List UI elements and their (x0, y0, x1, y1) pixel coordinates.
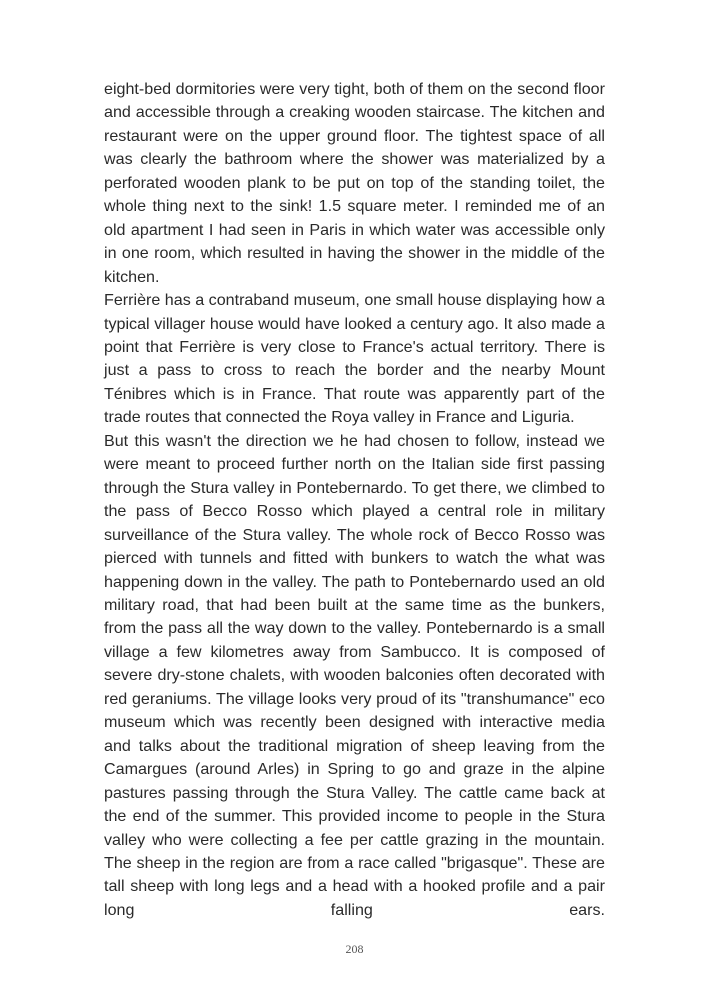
body-text (104, 78, 605, 922)
paragraph-contraband-museum: Ferrière has a contraband museum, one small house displaying how a typical villager house would have looked a century ago. It also made a point that Ferrière is very close to France's actual territory. There is just a pass to cross to reach the border and the nearby Mount Ténibres which is in France. That route was apparently part of the trade routes that connected the Roya valley in France and Liguria. (104, 291, 605, 427)
paragraph-dormitories: eight-bed dormitories were very tight, both of them on the second floor and accessible through a creaking wooden staircase. The kitchen and restaurant were on the upper ground floor. The tightest space of all was clearly the bathroom where the shower was materialized by a perforated wooden plank to be put on top of the standing toilet, the whole thing next to the sink! 1.5 square meter. I reminded me of an old apartment I had seen in Paris in which water was accessible only in one room, which resulted in having the shower in the middle of the kitchen. (104, 80, 605, 286)
page-number: 208 (345, 942, 364, 956)
paragraph-stura-valley: But this wasn't the direction we he had chosen to follow, instead we were meant to proceed further north on the Italian side first passing through the Stura valley in Pontebernardo. To get there, we climbed to the pass of Becco Rosso which played a central role in military surveillance of the Stura valley. The whole rock of Becco Rosso was pierced with tunnels and fitted with bunkers to watch the what was happening down in the valley. The path to Pontebernardo used an old military road, that had been built at the same time as the bunkers, from the pass all the way down to the valley. Pontebernardo is a small village a few kilometres away from Sambucco. It is composed of severe dry-stone chalets, with wooden balconies often decorated with red geraniums. The village looks very proud of its "transhumance" eco museum which was recently been designed with interactive media and talks about the traditional migration of sheep leaving from the Camargues (around Arles) in Spring to go and graze in the alpine pastures passing through the Stura Valley. The cattle came back at the end of the summer. This provided income to people in the Stura valley who were collecting a fee per cattle grazing in the mountain. The sheep in the region are from a race called "brigasque". These are tall sheep with long legs and a head with a hooked profile and a pair long falling ears. (104, 431, 605, 919)
